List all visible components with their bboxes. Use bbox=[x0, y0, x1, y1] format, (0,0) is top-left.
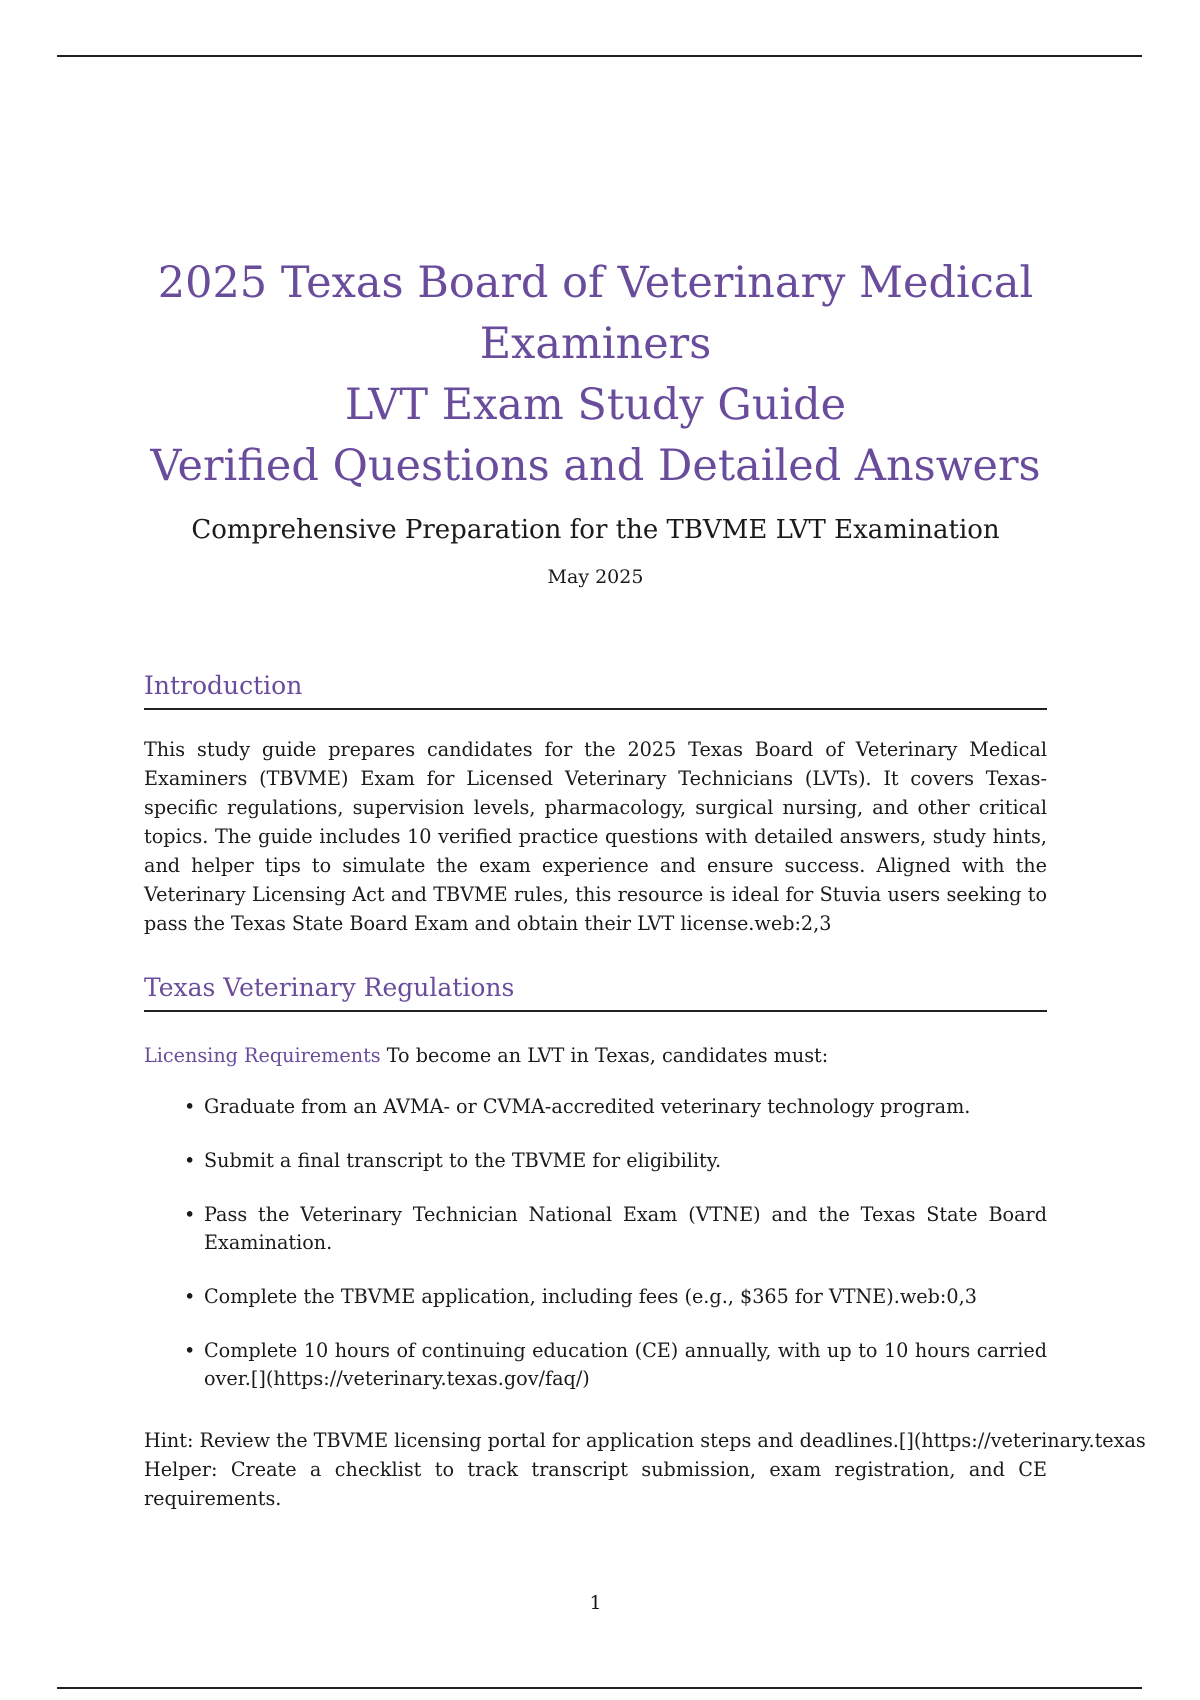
list-item-text: Submit a final transcript to the TBVME for eligibility. bbox=[204, 1149, 722, 1172]
helper-text: Helper: Create a checklist to track transcript submission, exam registration, and CE requirements. bbox=[144, 1458, 1047, 1510]
bullet-icon: • bbox=[184, 1339, 196, 1362]
list-item bbox=[144, 1201, 1047, 1257]
document-title-line: 2025 Texas Board of Veterinary Medical bbox=[157, 258, 1034, 308]
list-item-text: Complete the TBVME application, including fees (e.g., $365 for VTNE).web:0,3 bbox=[204, 1285, 977, 1308]
requirements-list bbox=[144, 1093, 1047, 1419]
bullet-icon: • bbox=[184, 1149, 196, 1172]
introduction-paragraph: This study guide prepares candidates for the 2025 Texas Board of Veterinary Medical Examiners (TBVME) Exam for Licensed Veterinary Technicians (LVTs). It covers Texas-specific regulations, supervision levels, pharmacology, surgical nursing, and other critical topics. The guide includes 10 verified practice questions with detailed answers, study hints, and helper tips to simulate the exam experience and ensure success. Aligned with the Veterinary Licensing Act and TBVME rules, this resource is ideal for Stuvia users seeking to pass the Texas State Board Exam and obtain their LVT license.web:2,3 bbox=[144, 738, 1047, 935]
page-number: 1 bbox=[589, 1592, 602, 1614]
bullet-icon: • bbox=[184, 1203, 196, 1226]
document-date: May 2025 bbox=[547, 566, 644, 588]
hint-text: Hint: Review the TBVME licensing portal for application steps and deadlines.[](https://veterinary.texas bbox=[144, 1429, 1146, 1452]
document-title-line: LVT Exam Study Guide bbox=[344, 380, 847, 430]
section-heading-regulations: Texas Veterinary Regulations bbox=[144, 972, 1047, 1012]
bullet-icon: • bbox=[184, 1285, 196, 1308]
licensing-lead-text: To become an LVT in Texas, candidates must: bbox=[386, 1044, 829, 1067]
bullet-icon: • bbox=[184, 1095, 196, 1118]
list-item bbox=[144, 1147, 1047, 1175]
licensing-lead bbox=[144, 1041, 1047, 1070]
list-item bbox=[144, 1283, 1047, 1311]
subheading-licensing-requirements: Licensing Requirements bbox=[144, 1044, 381, 1067]
document-title-line: Verified Questions and Detailed Answers bbox=[150, 441, 1041, 491]
header-rule bbox=[57, 55, 1142, 57]
list-item bbox=[144, 1337, 1047, 1393]
footer-rule bbox=[57, 1687, 1142, 1689]
list-item-text: Pass the Veterinary Technician National Exam (VTNE) and the Texas State Board Examination. bbox=[204, 1203, 1047, 1254]
document-title-line: Examiners bbox=[479, 319, 712, 369]
list-item-text: Graduate from an AVMA- or CVMA-accredited veterinary technology program. bbox=[204, 1095, 971, 1118]
list-item bbox=[144, 1093, 1047, 1121]
document-subtitle: Comprehensive Preparation for the TBVME LVT Examination bbox=[191, 515, 1000, 545]
list-item-text: Complete 10 hours of continuing education (CE) annually, with up to 10 hours carried over.[](https://veterinary.texas.gov/faq/) bbox=[204, 1339, 1047, 1390]
section-heading-introduction: Introduction bbox=[144, 670, 1047, 710]
title-block bbox=[144, 253, 1047, 589]
